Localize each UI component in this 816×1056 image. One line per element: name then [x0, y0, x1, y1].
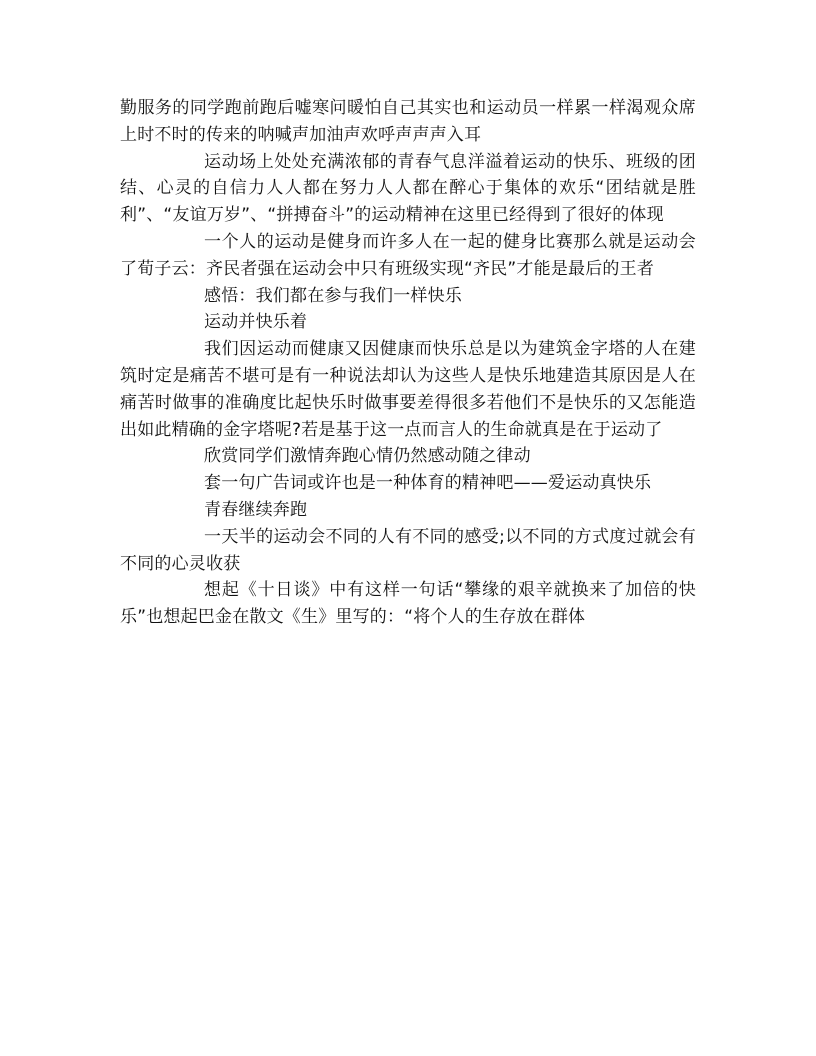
paragraph-2: 运动场上处处充满浓郁的青春气息洋溢着运动的快乐、班级的团结、心灵的自信力人人都在努力人人都在醉心于集体的欢乐“团结就是胜利”、“友谊万岁”、“拼搏奋斗”的运动精神在这里已经得到了很好的体现 — [120, 151, 696, 226]
paragraph-5: 运动并快乐着 — [204, 312, 308, 333]
paragraph-3: 一个人的运动是健身而许多人在一起的健身比赛那么就是运动会了荀子云：齐民者强在运动会中只有班级实现“齐民”才能是最后的王者 — [120, 231, 696, 279]
paragraph-9: 青春继续奔跑 — [204, 499, 308, 520]
document-body — [120, 95, 696, 631]
paragraph-1: 勤服务的同学跑前跑后嘘寒问暖怕自己其实也和运动员一样累一样渴观众席上时不时的传来的呐喊声加油声欢呼声声声入耳 — [120, 98, 696, 145]
paragraph-6: 我们因运动而健康又因健康而快乐总是以为建筑金字塔的人在建筑时定是痛苦不堪可是有一种说法却认为这些人是快乐地建造其原因是人在痛苦时做事的准确度比起快乐时做事要差得很多若他们不是快乐的又怎能造出如此精确的金字塔呢?若是基于这一点而言人的生命就真是在于运动了 — [120, 339, 696, 440]
paragraph-8: 套一句广告词或许也是一种体育的精神吧——爱运动真快乐 — [204, 473, 652, 494]
paragraph-7: 欣赏同学们激情奔跑心情仍然感动随之律动 — [204, 446, 531, 467]
paragraph-11: 想起《十日谈》中有这样一句话“攀缘的艰辛就换来了加倍的快乐”也想起巴金在散文《生》里写的：“将个人的生存放在群体 — [120, 580, 696, 628]
paragraph-10: 一天半的运动会不同的人有不同的感受;以不同的方式度过就会有不同的心灵收获 — [120, 526, 696, 574]
paragraph-4: 感悟：我们都在参与我们一样快乐 — [204, 285, 462, 306]
